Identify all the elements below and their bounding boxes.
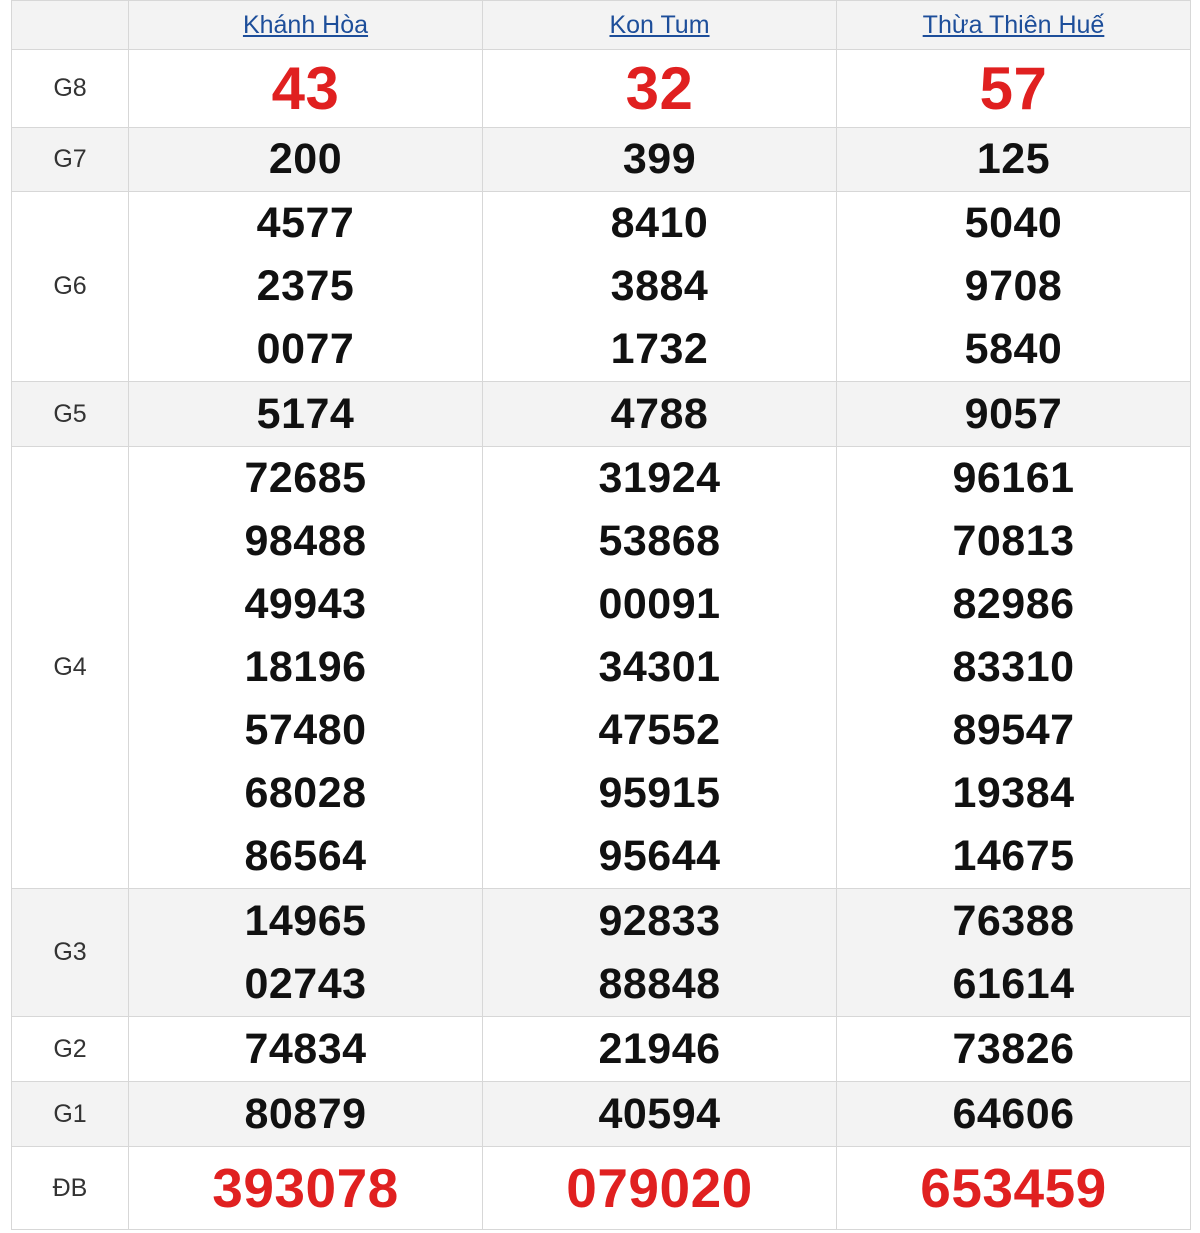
prize-number: 73826	[952, 1024, 1075, 1073]
prize-number: 92833	[598, 896, 721, 945]
province-link-kon-tum[interactable]: Kon Tum	[609, 10, 710, 39]
prize-number: 32	[625, 55, 694, 122]
prize-number: 64606	[952, 1089, 1075, 1138]
result-cell	[129, 128, 483, 192]
prize-number: 95644	[598, 832, 721, 880]
lottery-results-table	[11, 0, 1191, 1230]
result-cell	[837, 1017, 1191, 1082]
result-cell	[483, 192, 837, 382]
result-cell	[129, 889, 483, 1017]
prize-row-special	[12, 1147, 1191, 1230]
prize-number: 0077	[256, 325, 355, 373]
header-cell-thua-thien-hue	[837, 1, 1191, 50]
prize-label-g3: G3	[12, 889, 129, 1017]
result-cell	[837, 889, 1191, 1017]
prize-label-g5: G5	[12, 382, 129, 447]
prize-row-g6	[12, 192, 1191, 382]
prize-number: 86564	[244, 832, 367, 880]
prize-number: 74834	[244, 1024, 367, 1073]
result-cell	[483, 1082, 837, 1147]
prize-row-g4	[12, 447, 1191, 889]
prize-number: 88848	[598, 959, 721, 1008]
result-cell	[483, 50, 837, 128]
prize-number: 8410	[610, 199, 709, 247]
result-cell	[483, 128, 837, 192]
prize-number: 31924	[598, 454, 721, 502]
prize-number: 83310	[952, 643, 1075, 691]
result-cell	[483, 1017, 837, 1082]
result-cell	[129, 1017, 483, 1082]
prize-number: 125	[976, 135, 1051, 183]
prize-number: 14675	[952, 832, 1075, 880]
prize-number: 399	[622, 135, 697, 183]
prize-number: 19384	[952, 769, 1075, 817]
prize-number: 2375	[256, 262, 355, 310]
prize-number: 68028	[244, 769, 367, 817]
prize-number: 98488	[244, 517, 367, 565]
prize-number: 00091	[598, 580, 721, 628]
result-cell	[129, 382, 483, 447]
result-cell	[837, 447, 1191, 889]
prize-number: 3884	[610, 262, 709, 310]
prize-number: 70813	[952, 517, 1075, 565]
header-row	[12, 1, 1191, 50]
result-cell	[837, 382, 1191, 447]
result-cell	[483, 447, 837, 889]
prize-label-g1: G1	[12, 1082, 129, 1147]
prize-number: 96161	[952, 454, 1075, 502]
header-cell-kon-tum	[483, 1, 837, 50]
result-cell	[837, 192, 1191, 382]
prize-number: 4788	[610, 389, 709, 438]
prize-number: 200	[268, 135, 343, 183]
header-cell-khanh-hoa	[129, 1, 483, 50]
special-prize-number: 393078	[212, 1157, 399, 1219]
prize-label-g7: G7	[12, 128, 129, 192]
province-link-khanh-hoa[interactable]: Khánh Hòa	[242, 10, 369, 39]
prize-number: 9057	[964, 389, 1063, 438]
header-corner-cell	[12, 1, 129, 50]
prize-number: 72685	[244, 454, 367, 502]
prize-number: 57	[979, 55, 1048, 122]
result-cell	[837, 1147, 1191, 1230]
prize-row-g5	[12, 382, 1191, 447]
result-cell	[129, 1082, 483, 1147]
prize-number: 5174	[256, 389, 355, 438]
result-cell	[129, 50, 483, 128]
prize-number: 5040	[964, 199, 1063, 247]
prize-number: 9708	[964, 262, 1063, 310]
result-cell	[837, 1082, 1191, 1147]
province-link-thua-thien-hue[interactable]: Thừa Thiên Huế	[922, 10, 1105, 39]
prize-number: 57480	[244, 706, 367, 754]
special-prize-number: 653459	[920, 1157, 1107, 1219]
result-cell	[483, 1147, 837, 1230]
prize-number: 43	[271, 55, 340, 122]
prize-label-g4: G4	[12, 447, 129, 889]
result-cell	[483, 382, 837, 447]
prize-row-g2	[12, 1017, 1191, 1082]
prize-number: 1732	[610, 325, 709, 373]
prize-number: 34301	[598, 643, 721, 691]
result-cell	[837, 50, 1191, 128]
prize-number: 95915	[598, 769, 721, 817]
prize-number: 14965	[244, 896, 367, 945]
result-cell	[129, 1147, 483, 1230]
prize-number: 49943	[244, 580, 367, 628]
prize-row-g1	[12, 1082, 1191, 1147]
prize-number: 61614	[952, 959, 1075, 1008]
prize-number: 47552	[598, 706, 721, 754]
result-cell	[483, 889, 837, 1017]
prize-number: 76388	[952, 896, 1075, 945]
prize-number: 02743	[244, 959, 367, 1008]
prize-label-special: ĐB	[12, 1147, 129, 1230]
prize-label-g8: G8	[12, 50, 129, 128]
prize-row-g8	[12, 50, 1191, 128]
result-cell	[129, 192, 483, 382]
special-prize-number: 079020	[566, 1157, 753, 1219]
prize-number: 40594	[598, 1089, 721, 1138]
prize-label-g6: G6	[12, 192, 129, 382]
prize-number: 53868	[598, 517, 721, 565]
result-cell	[129, 447, 483, 889]
prize-number: 89547	[952, 706, 1075, 754]
prize-number: 5840	[964, 325, 1063, 373]
prize-number: 4577	[256, 199, 355, 247]
prize-number: 80879	[244, 1089, 367, 1138]
prize-number: 21946	[598, 1024, 721, 1073]
prize-row-g7	[12, 128, 1191, 192]
prize-row-g3	[12, 889, 1191, 1017]
prize-label-g2: G2	[12, 1017, 129, 1082]
prize-number: 82986	[952, 580, 1075, 628]
prize-number: 18196	[244, 643, 367, 691]
result-cell	[837, 128, 1191, 192]
